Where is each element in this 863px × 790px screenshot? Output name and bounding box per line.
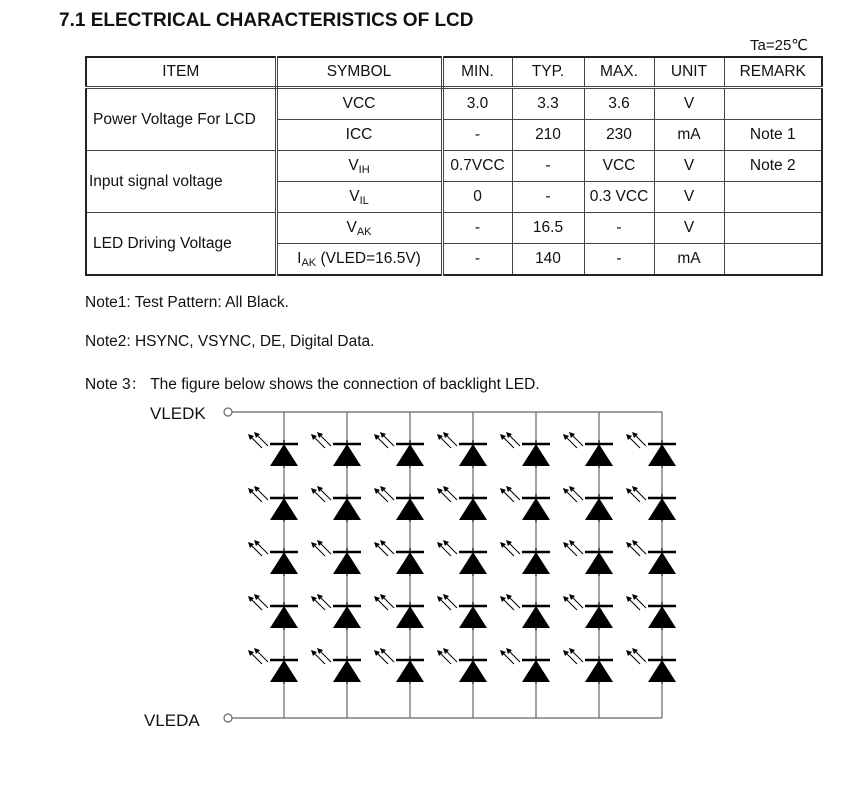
header-remark: REMARK bbox=[724, 57, 822, 88]
symbol-subscript: AK bbox=[356, 225, 372, 238]
unit-cell: V bbox=[654, 182, 724, 213]
unit-cell: V bbox=[654, 213, 724, 244]
item-cell: Power Voltage For LCD bbox=[86, 88, 276, 151]
max-cell: 0.3 VCC bbox=[584, 182, 654, 213]
vledk-label: VLEDK bbox=[150, 404, 206, 423]
header-item: ITEM bbox=[86, 57, 276, 88]
remark-cell: Note 1 bbox=[724, 120, 822, 151]
min-cell: - bbox=[442, 244, 512, 276]
note-1: Note1: Test Pattern: All Black. bbox=[85, 294, 289, 311]
vledk-terminal bbox=[224, 408, 232, 416]
header-symbol: SYMBOL bbox=[276, 57, 442, 88]
symbol-subscript: IL bbox=[359, 194, 369, 207]
symbol-text: I bbox=[297, 249, 302, 267]
unit-cell: V bbox=[654, 151, 724, 182]
max-cell: 230 bbox=[584, 120, 654, 151]
item-cell: LED Driving Voltage bbox=[86, 213, 276, 276]
unit-cell: mA bbox=[654, 120, 724, 151]
symbol-text: VCC bbox=[342, 95, 376, 112]
vleda-label: VLEDA bbox=[144, 711, 200, 730]
typ-cell: 210 bbox=[512, 120, 584, 151]
max-cell: VCC bbox=[584, 151, 654, 182]
symbol-subscript: IH bbox=[358, 163, 370, 176]
header-typ: TYP. bbox=[512, 57, 584, 88]
section-title: 7.1 ELECTRICAL CHARACTERISTICS OF LCD bbox=[59, 10, 474, 31]
max-cell: - bbox=[584, 213, 654, 244]
min-cell: 0 bbox=[442, 182, 512, 213]
header-unit: UNIT bbox=[654, 57, 724, 88]
typ-cell: 3.3 bbox=[512, 88, 584, 120]
item-cell: Input signal voltage bbox=[86, 151, 276, 213]
note-3: Note 3： The figure below shows the connection of backlight LED. bbox=[85, 376, 540, 393]
typ-cell: - bbox=[512, 151, 584, 182]
typ-cell: 140 bbox=[512, 244, 584, 276]
header-min: MIN. bbox=[442, 57, 512, 88]
unit-cell: mA bbox=[654, 244, 724, 276]
min-cell: 3.0 bbox=[442, 88, 512, 120]
temperature-condition: Ta=25℃ bbox=[750, 37, 809, 54]
min-cell: - bbox=[442, 120, 512, 151]
symbol-condition: (VLED=16.5V) bbox=[316, 249, 421, 267]
symbol-subscript: AK bbox=[301, 256, 317, 269]
max-cell: 3.6 bbox=[584, 88, 654, 120]
unit-cell: V bbox=[654, 88, 724, 120]
typ-cell: 16.5 bbox=[512, 213, 584, 244]
symbol-text: V bbox=[346, 218, 357, 236]
min-cell: - bbox=[442, 213, 512, 244]
vleda-terminal bbox=[224, 714, 232, 722]
symbol-text: ICC bbox=[345, 126, 373, 143]
header-max: MAX. bbox=[584, 57, 654, 88]
symbol-text: V bbox=[348, 156, 359, 174]
typ-cell: - bbox=[512, 182, 584, 213]
symbol-text: V bbox=[349, 187, 360, 205]
min-cell: 0.7VCC bbox=[442, 151, 512, 182]
max-cell: - bbox=[584, 244, 654, 276]
remark-cell: Note 2 bbox=[724, 151, 822, 182]
note-2: Note2: HSYNC, VSYNC, DE, Digital Data. bbox=[85, 333, 375, 350]
